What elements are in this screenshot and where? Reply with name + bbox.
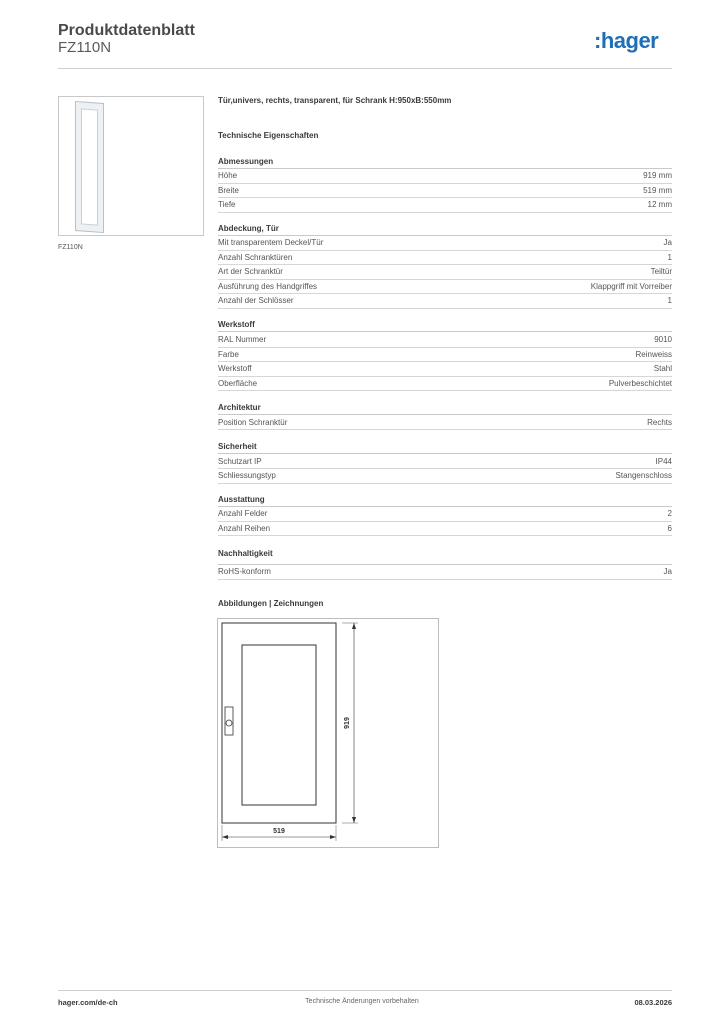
row-value: Pulverbeschichtet [608, 378, 672, 388]
table-row [218, 294, 672, 309]
table-row [218, 377, 672, 392]
footer-divider [58, 990, 672, 991]
table-row [218, 265, 672, 280]
footer-notice: Technische Änderungen vorbehalten [305, 998, 419, 1005]
door-window [242, 645, 316, 805]
width-dimension: 519 [273, 828, 285, 835]
row-value: Klappgriff mit Vorreiber [590, 281, 672, 291]
table-row [218, 198, 672, 213]
row-value: Teiltür [650, 267, 672, 276]
table-row [218, 333, 672, 348]
product-thumbnail [58, 96, 204, 236]
row-value: 1 [667, 252, 672, 262]
row-value: 919 mm [643, 171, 672, 180]
height-arrow-bottom [352, 817, 356, 823]
row-label: Anzahl der Schlösser [218, 296, 294, 305]
row-value: Stangenschloss [615, 471, 672, 480]
row-value: IP44 [655, 456, 672, 466]
footer-date: 08.03.2026 [634, 998, 672, 1007]
table-row [218, 416, 672, 431]
table-row [218, 507, 672, 522]
technical-drawing [217, 618, 439, 848]
row-value: 6 [667, 523, 672, 533]
section-title-architektur: Architektur [218, 402, 672, 415]
door-drawing-svg [218, 619, 438, 847]
table-row [218, 362, 672, 377]
row-label: Oberfläche [218, 378, 258, 388]
section-title-abdeckung: Abdeckung, Tür [218, 223, 672, 236]
row-label: Werkstoff [218, 364, 252, 373]
tech-heading: Technische Eigenschaften [218, 131, 319, 140]
row-label: Ausführung des Handgriffes [218, 281, 318, 291]
product-description: Tür,univers, rechts, transparent, für Schrank H:950xB:550mm [218, 96, 452, 105]
row-value: Ja [663, 567, 672, 576]
row-value: 9010 [654, 335, 672, 344]
row-value: Rechts [647, 417, 672, 427]
row-label: Breite [218, 185, 239, 195]
row-value: Ja [663, 238, 672, 247]
table-row [218, 565, 672, 580]
row-label: Anzahl Felder [218, 509, 268, 518]
section-title-werkstoff: Werkstoff [218, 319, 672, 332]
row-label: RoHS-konform [218, 567, 271, 576]
hager-logo: :hager [594, 28, 659, 53]
table-row [218, 169, 672, 184]
table-row [218, 522, 672, 537]
row-label: Schutzart IP [218, 456, 262, 466]
height-arrow-top [352, 623, 356, 629]
table-row [218, 236, 672, 251]
header-divider [58, 68, 672, 69]
section-title-nachhaltigkeit: Nachhaltigkeit [218, 548, 672, 565]
row-label: Anzahl Reihen [218, 523, 271, 533]
thumbnail-caption: FZ110N [58, 244, 83, 251]
width-arrow-right [330, 835, 336, 839]
width-arrow-left [222, 835, 228, 839]
row-value: Stahl [653, 364, 672, 373]
footer-website-link[interactable]: hager.com/de-ch [58, 998, 118, 1007]
row-label: Farbe [218, 349, 239, 359]
row-value: 1 [667, 296, 672, 305]
product-code: FZ110N [58, 39, 112, 56]
row-label: Schliessungstyp [218, 471, 276, 480]
row-label: Anzahl Schranktüren [218, 252, 293, 262]
page-title: Produktdatenblatt [58, 22, 195, 39]
section-title-sicherheit: Sicherheit [218, 441, 672, 454]
row-label: Tiefe [218, 200, 236, 209]
table-row [218, 469, 672, 484]
height-dimension: 919 [344, 717, 351, 729]
row-value: 519 mm [643, 185, 672, 195]
door-image [75, 101, 104, 233]
lock-icon [226, 720, 232, 726]
drawings-heading: Abbildungen | Zeichnungen [218, 599, 324, 608]
table-row [218, 280, 672, 295]
row-label: RAL Nummer [218, 335, 267, 344]
row-value: 12 mm [647, 200, 672, 209]
row-label: Höhe [218, 171, 238, 180]
row-label: Mit transparentem Deckel/Tür [218, 238, 324, 247]
row-value: Reinweiss [635, 349, 672, 359]
table-row [218, 184, 672, 199]
table-row [218, 251, 672, 266]
section-title-abmessungen: Abmessungen [218, 156, 672, 169]
table-row [218, 455, 672, 470]
row-label: Position Schranktür [218, 417, 288, 427]
row-value: 2 [667, 509, 672, 518]
table-row [218, 348, 672, 363]
row-label: Art der Schranktür [218, 267, 283, 276]
section-title-ausstattung: Ausstattung [218, 494, 672, 507]
